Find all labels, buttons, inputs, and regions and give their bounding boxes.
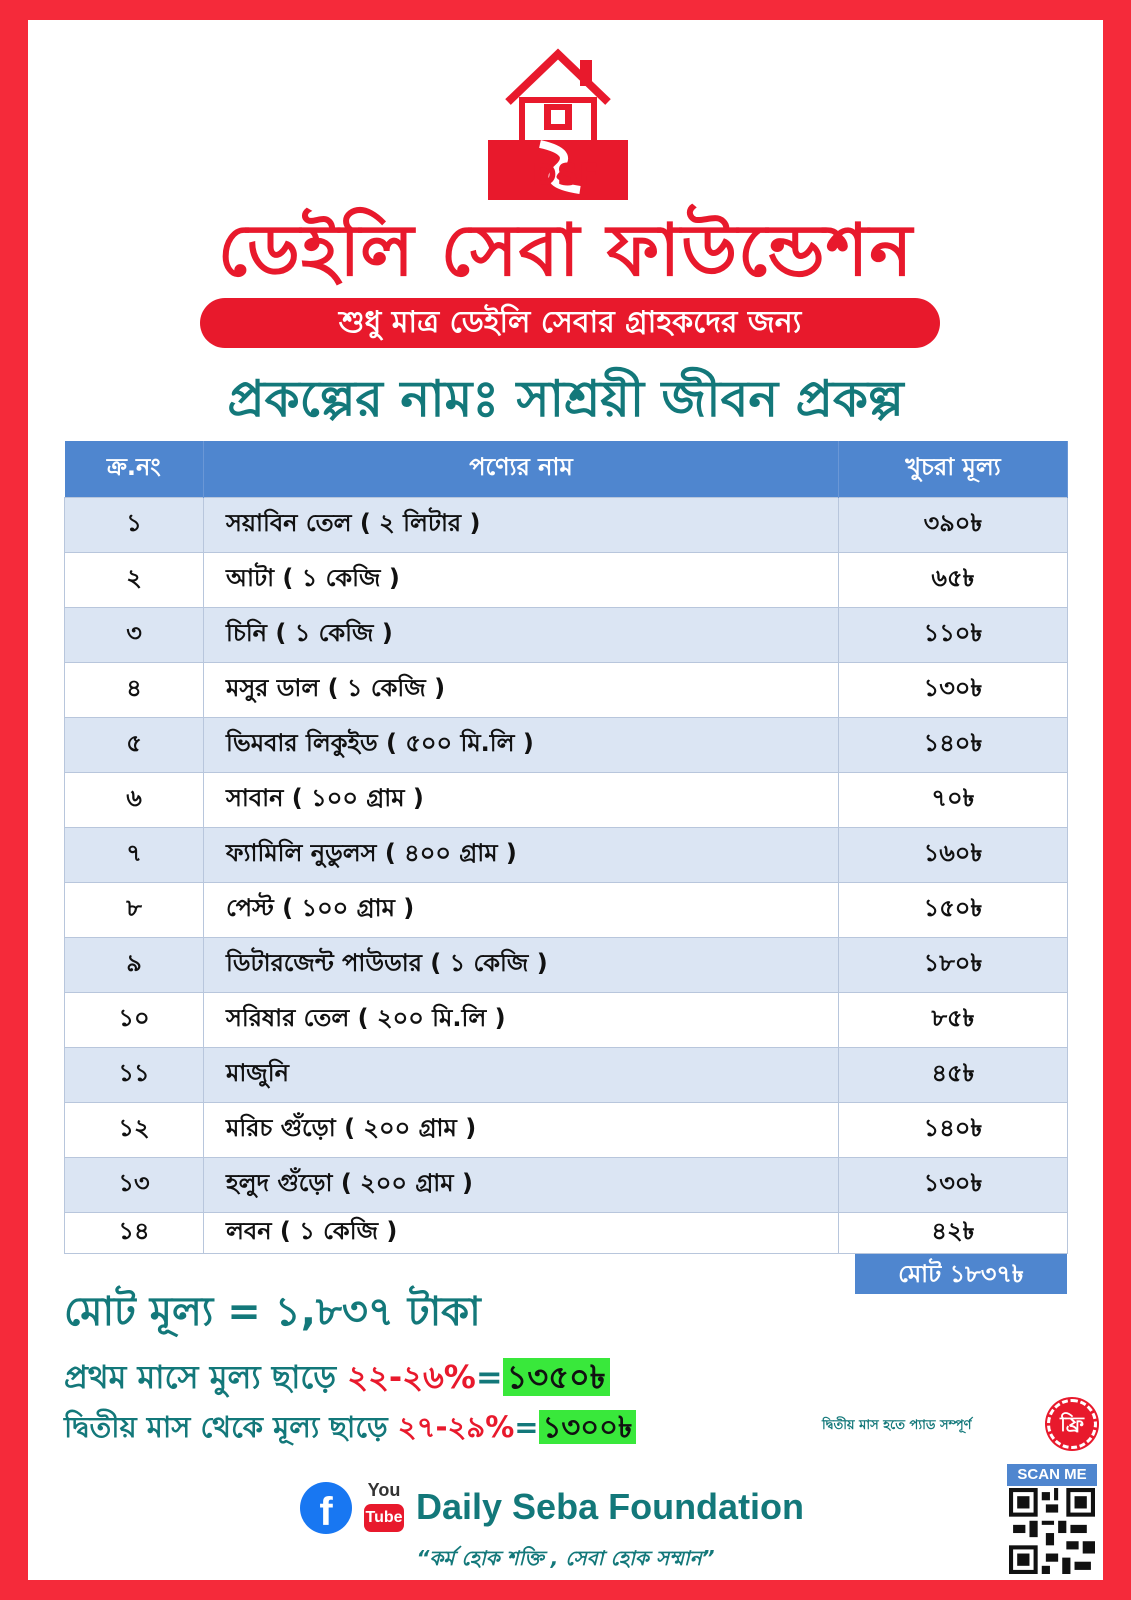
- second-month-offer: [64, 1405, 636, 1454]
- price-cell: ৮৫৳: [839, 993, 1068, 1048]
- table-row: [65, 1048, 1068, 1103]
- table-body: [65, 498, 1068, 1254]
- pad-free-note: দ্বিতীয় মাস হতে প্যাড সম্পূর্ণ: [822, 1418, 972, 1433]
- table-row: [65, 663, 1068, 718]
- product-name-cell: চিনি ( ১ কেজি ): [204, 608, 839, 663]
- price-cell: ৭০৳: [839, 773, 1068, 828]
- price-cell: ১৬০৳: [839, 828, 1068, 883]
- first-month-label: প্রথম মাসে মুল্য ছাড়ে: [64, 1358, 348, 1396]
- price-cell: ১৫০৳: [839, 883, 1068, 938]
- serial-cell: ১২: [65, 1103, 204, 1158]
- second-month-price: ১৩০০৳: [539, 1410, 637, 1444]
- table-row: [65, 1103, 1068, 1158]
- price-cell: ১৪০৳: [839, 718, 1068, 773]
- price-cell: ৪২৳: [839, 1213, 1068, 1254]
- serial-cell: ৮: [65, 883, 204, 938]
- slogan: “কর্ম হোক শক্তি , সেবা হোক সম্মান”: [416, 1546, 715, 1570]
- product-table: [64, 441, 1068, 1254]
- first-month-price: ১৩৫০৳: [503, 1358, 610, 1396]
- price-cell: ১১০৳: [839, 608, 1068, 663]
- price-cell: ১৩০৳: [839, 663, 1068, 718]
- table-row: [65, 773, 1068, 828]
- organization-title: ডেইলি সেবা ফাউন্ডেশন: [217, 208, 914, 292]
- product-name-cell: সাবান ( ১০০ গ্রাম ): [204, 773, 839, 828]
- serial-cell: ২: [65, 553, 204, 608]
- free-badge-icon: ফ্রি: [1047, 1399, 1097, 1449]
- product-name-cell: সয়াবিন তেল ( ২ লিটার ): [204, 498, 839, 553]
- second-month-label: দ্বিতীয় মাস থেকে মূল্য ছাড়ে: [64, 1410, 398, 1444]
- table-row: [65, 1213, 1068, 1254]
- facebook-icon: f: [300, 1482, 352, 1534]
- price-cell: ৬৫৳: [839, 553, 1068, 608]
- logo-text: DSF: [531, 158, 599, 193]
- product-name-cell: সরিষার তেল ( ২০০ মি.লি ): [204, 993, 839, 1048]
- first-month-equals: =: [475, 1358, 503, 1396]
- serial-cell: ৩: [65, 608, 204, 663]
- product-name-cell: মরিচ গুঁড়ো ( ২০০ গ্রাম ): [204, 1103, 839, 1158]
- second-month-equals: =: [514, 1410, 539, 1444]
- serial-cell: ৪: [65, 663, 204, 718]
- product-name-cell: হলুদ গুঁড়ো ( ২০০ গ্রাম ): [204, 1158, 839, 1213]
- product-name-cell: পেস্ট ( ১০০ গ্রাম ): [204, 883, 839, 938]
- total-price-text: মোট মূল্য = ১,৮৩৭ টাকা: [64, 1289, 481, 1335]
- product-name-cell: মাজুনি: [204, 1048, 839, 1103]
- table-row: [65, 498, 1068, 553]
- product-name-cell: আটা ( ১ কেজি ): [204, 553, 839, 608]
- first-month-offer: [64, 1352, 610, 1406]
- serial-column-header: ক্র.নং: [65, 441, 204, 498]
- serial-cell: ১০: [65, 993, 204, 1048]
- serial-cell: ৬: [65, 773, 204, 828]
- project-title: প্রকল্পের নামঃ সাশ্রয়ী জীবন প্রকল্প: [227, 370, 904, 428]
- serial-cell: ১১: [65, 1048, 204, 1103]
- serial-cell: ৭: [65, 828, 204, 883]
- table-total-badge: মোট ১৮৩৭৳: [855, 1254, 1067, 1294]
- product-name-cell: ডিটারজেন্ট পাউডার ( ১ কেজি ): [204, 938, 839, 993]
- table-row: [65, 883, 1068, 938]
- brand-name: Daily Seba Foundation: [416, 1486, 805, 1527]
- scan-me-label: SCAN ME: [1007, 1464, 1097, 1486]
- price-column-header: খুচরা মূল্য: [839, 441, 1068, 498]
- price-cell: ৩৯০৳: [839, 498, 1068, 553]
- table-header-row: [65, 441, 1068, 498]
- serial-cell: ১৩: [65, 1158, 204, 1213]
- serial-cell: ৯: [65, 938, 204, 993]
- serial-cell: ১: [65, 498, 204, 553]
- table-row: [65, 828, 1068, 883]
- table-row: [65, 718, 1068, 773]
- product-column-header: পণ্যের নাম: [204, 441, 839, 498]
- second-month-discount: ২৭-২৯%: [397, 1410, 515, 1444]
- product-name-cell: লবন ( ১ কেজি ): [204, 1213, 839, 1254]
- price-cell: ১৮০৳: [839, 938, 1068, 993]
- price-cell: ১৪০৳: [839, 1103, 1068, 1158]
- table-row: [65, 1158, 1068, 1213]
- product-name-cell: ফ্যামিলি নুডুলস ( ৪০০ গ্রাম ): [204, 828, 839, 883]
- serial-cell: ১৪: [65, 1213, 204, 1254]
- table-row: [65, 608, 1068, 663]
- price-cell: ১৩০৳: [839, 1158, 1068, 1213]
- youtube-tube-text: Tube: [364, 1504, 404, 1532]
- table-row: [65, 993, 1068, 1048]
- serial-cell: ৫: [65, 718, 204, 773]
- qr-code-icon[interactable]: [1009, 1488, 1095, 1574]
- price-cell: ৪৫৳: [839, 1048, 1068, 1103]
- youtube-you-text: You: [367, 1480, 401, 1500]
- product-name-cell: ভিমবার লিকুইড ( ৫০০ মি.লি ): [204, 718, 839, 773]
- product-name-cell: মসুর ডাল ( ১ কেজি ): [204, 663, 839, 718]
- table-row: [65, 553, 1068, 608]
- table-row: [65, 938, 1068, 993]
- first-month-discount: ২২-২৬%: [347, 1358, 476, 1396]
- subtitle-banner: শুধু মাত্র ডেইলি সেবার গ্রাহকদের জন্য: [200, 298, 940, 348]
- youtube-icon: [362, 1480, 406, 1536]
